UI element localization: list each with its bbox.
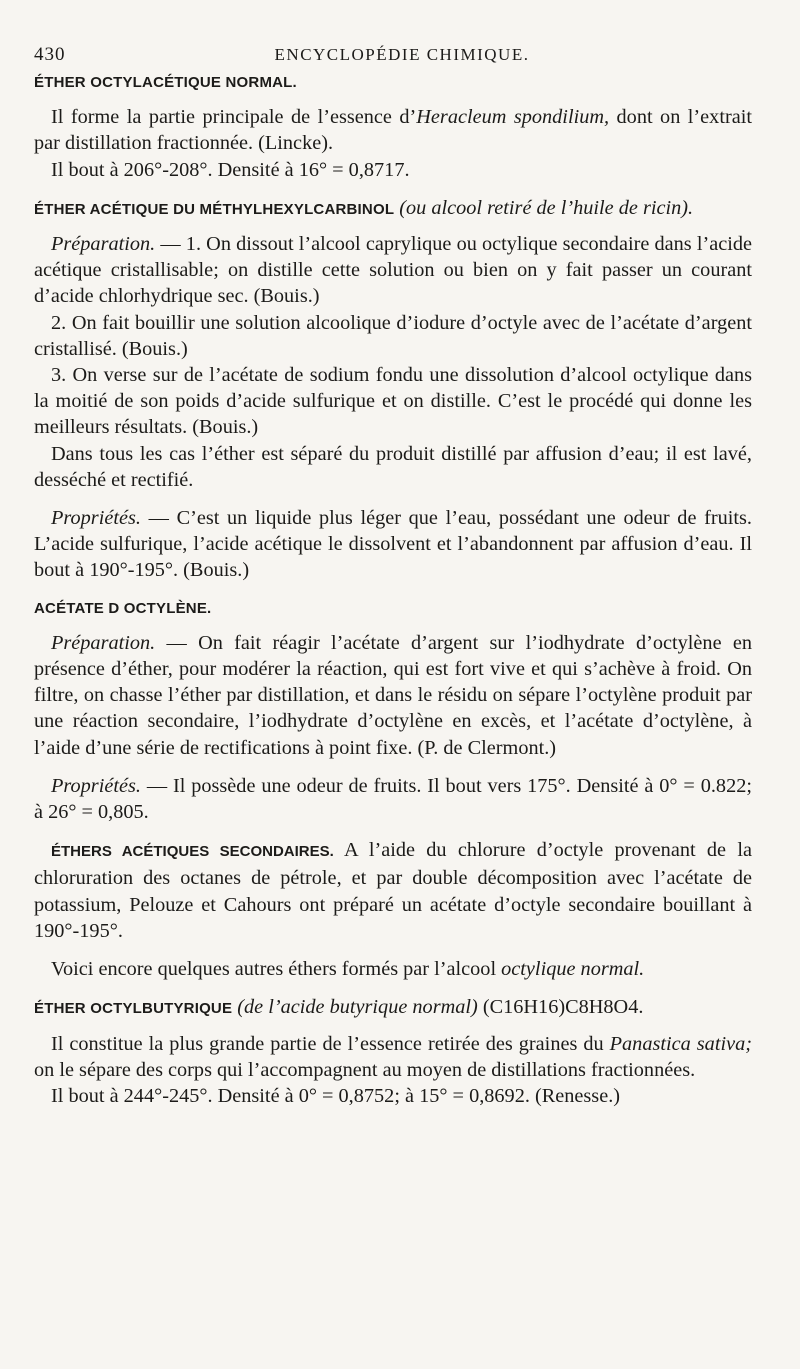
section-heading-acetate-octylene: ACÉTATE D OCTYLÈNE. <box>34 599 212 617</box>
italic-text: octylique normal. <box>501 958 645 981</box>
paragraph <box>34 837 752 944</box>
chemical-formula: (C16H16)C8H8O4. <box>482 996 644 1019</box>
paragraph <box>34 104 752 156</box>
text-run: on le sépare des corps qui l’accompagnent au moyen de distillations fractionnées. <box>34 1058 696 1081</box>
paragraph <box>34 773 752 825</box>
italic-label: Propriétés. <box>51 507 141 530</box>
paragraph <box>34 231 752 310</box>
text-run: — 1. On dissout l’alcool caprylique ou octylique secondaire dans l’acide acétique cristallisable; on distille cette solution ou bien on y fait passer un courant d’acide chlorhydrique sec. (Bouis.) <box>34 233 752 308</box>
text-run: Il constitue la plus grande partie de l’essence retirée des graines du <box>51 1032 610 1055</box>
paragraph: Il bout à 244°-245°. Densité à 0° = 0,8752; à 15° = 0,8692. (Renesse.) <box>51 1084 621 1107</box>
heading-text: ÉTHER ACÉTIQUE DU MÉTHYLHEXYLCARBINOL <box>34 200 395 218</box>
page-header <box>34 44 770 68</box>
italic-label: Propriétés. <box>51 774 141 797</box>
italic-label: Préparation. <box>51 631 156 654</box>
heading-italic-text: (ou alcool retiré de l’huile de ricin). <box>399 196 694 219</box>
text-run: — C’est un liquide plus léger que l’eau, possédant une odeur de fruits. L’acide sulfurique, l’acide acétique le dissolvent et l’abandonnent par affusion d’eau. Il bout à 190°-195°. (Bouis.) <box>34 507 752 582</box>
text-run: Voici encore quelques autres éthers formés par l’alcool <box>51 958 502 981</box>
paragraph <box>34 505 752 584</box>
paragraph: Il bout à 206°-208°. Densité à 16° = 0,8717. <box>51 158 410 181</box>
text-run: dont on l’extrait par distillation fractionnée. (Lincke). <box>34 106 752 155</box>
page-body <box>34 70 752 1109</box>
section-heading-methylhexylcarbinol <box>34 195 752 223</box>
page-number: 430 <box>34 44 66 65</box>
section-heading-octylbutyrique <box>34 994 752 1022</box>
heading-italic-text: (de l’acide butyrique normal) <box>237 996 478 1019</box>
running-title: ENCYCLOPÉDIE CHIMIQUE. <box>274 45 530 64</box>
paragraph <box>34 956 752 982</box>
paragraph <box>34 1031 752 1083</box>
italic-text: Panastica sativa; <box>609 1032 752 1055</box>
paragraph: Dans tous les cas l’éther est séparé du produit distillé par affusion d’eau; il est lavé, desséché et rectifié. <box>34 442 752 491</box>
text-run: — Il possède une odeur de fruits. Il bout vers 175°. Densité à 0° = 0.822; à 26° = 0,805. <box>34 774 752 824</box>
italic-text: Heracleum spondilium, <box>416 106 610 129</box>
section-heading-ethers-secondaires: ÉTHERS ACÉTIQUES SECONDAIRES. <box>51 843 334 861</box>
italic-label: Préparation. <box>51 233 156 256</box>
text-run: Il forme la partie principale de l’essence d’ <box>51 106 417 129</box>
text-run: A l’aide du chlorure d’octyle provenant de la chloruration des octanes de pétrole, et par double décomposition avec l’acétate de potassium, Pelouze et Cahours ont préparé un acétate d’octyle secondaire bouillant à 190°-195°. <box>34 839 752 942</box>
heading-text: ÉTHER OCTYLBUTYRIQUE <box>34 1000 233 1018</box>
text-run: — On fait réagir l’acétate d’argent sur l’iodhydrate d’octylène en présence d’éther, pour modérer la réaction, qui est fort vive et qui s’achève à froid. On filtre, on chasse l’éther par distillation, et dans le résidu on sépare l’octylène produit par une réaction secondaire, l’iodhydrate d’octylène en excès, et l’acétate d’octylène, à l’aide d’une série de rectifications à point fixe. (P. de Clermont.) <box>34 631 752 759</box>
paragraph: 3. On verse sur de l’acétate de sodium fondu une dissolution d’alcool octylique dans la moitié de son poids d’acide sulfurique et on distille. C’est le procédé qui donne les meilleurs résultats. (Bouis.) <box>34 364 752 439</box>
paragraph <box>34 630 752 761</box>
section-heading-octylacetique: ÉTHER OCTYLACÉTIQUE NORMAL. <box>34 74 297 91</box>
paragraph: 2. On fait bouillir une solution alcoolique d’iodure d’octyle avec de l’acétate d’argent cristallisé. (Bouis.) <box>34 311 752 360</box>
